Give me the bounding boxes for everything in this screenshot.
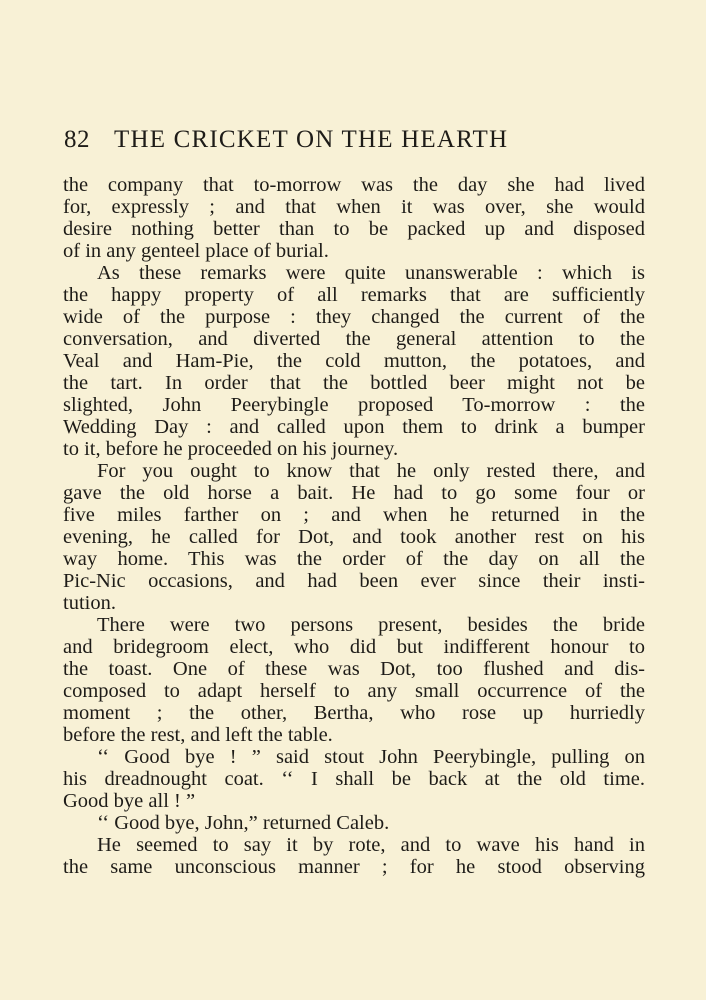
text-line: the same unconscious manner ; for he stood observing (63, 856, 645, 878)
text-line: Good bye all ! ” (63, 790, 196, 812)
text-line: There were two persons present, besides the bride (97, 614, 645, 636)
text-line: conversation, and diverted the general attention to the (63, 328, 645, 350)
text-line: gave the old horse a bait. He had to go some four or (63, 482, 645, 504)
text-line: to it, before he proceeded on his journey. (63, 438, 399, 460)
text-line: evening, he called for Dot, and took another rest on his (63, 526, 645, 548)
text-line: ‘‘ Good bye ! ” said stout John Peerybingle, pulling on (97, 746, 645, 768)
page-header (64, 126, 644, 154)
text-line: the company that to-morrow was the day she had lived (63, 174, 645, 196)
text-line: five miles farther on ; and when he returned in the (63, 504, 645, 526)
text-line: For you ought to know that he only rested there, and (97, 460, 645, 482)
text-line: Wedding Day : and called upon them to drink a bumper (63, 416, 645, 438)
text-line: the toast. One of these was Dot, too flushed and dis- (63, 658, 645, 680)
text-line: for, expressly ; and that when it was over, she would (63, 196, 645, 218)
text-line: Pic-Nic occasions, and had been ever since their insti- (63, 570, 645, 592)
text-line: ‘‘ Good bye, John,” returned Caleb. (97, 812, 390, 834)
text-line: desire nothing better than to be packed up and disposed (63, 218, 645, 240)
text-line: wide of the purpose : they changed the current of the (63, 306, 645, 328)
running-head: THE CRICKET ON THE HEARTH (114, 126, 509, 153)
text-line: before the rest, and left the table. (63, 724, 333, 746)
text-line: slighted, John Peerybingle proposed To-morrow : the (63, 394, 645, 416)
text-line: and bridegroom elect, who did but indifferent honour to (63, 636, 645, 658)
text-line: the happy property of all remarks that are sufficiently (63, 284, 645, 306)
text-line: his dreadnought coat. ‘‘ I shall be back at the old time. (63, 768, 645, 790)
text-line: He seemed to say it by rote, and to wave his hand in (97, 834, 645, 856)
text-line: of in any genteel place of burial. (63, 240, 329, 262)
text-line: the tart. In order that the bottled beer might not be (63, 372, 645, 394)
text-line: moment ; the other, Bertha, who rose up hurriedly (63, 702, 645, 724)
text-line: Veal and Ham-Pie, the cold mutton, the potatoes, and (63, 350, 645, 372)
text-line: way home. This was the order of the day on all the (63, 548, 645, 570)
page-number: 82 (64, 126, 90, 153)
text-line: As these remarks were quite unanswerable : which is (97, 262, 645, 284)
text-line: composed to adapt herself to any small occurrence of the (63, 680, 645, 702)
body-text (63, 174, 645, 878)
text-line: tution. (63, 592, 116, 614)
